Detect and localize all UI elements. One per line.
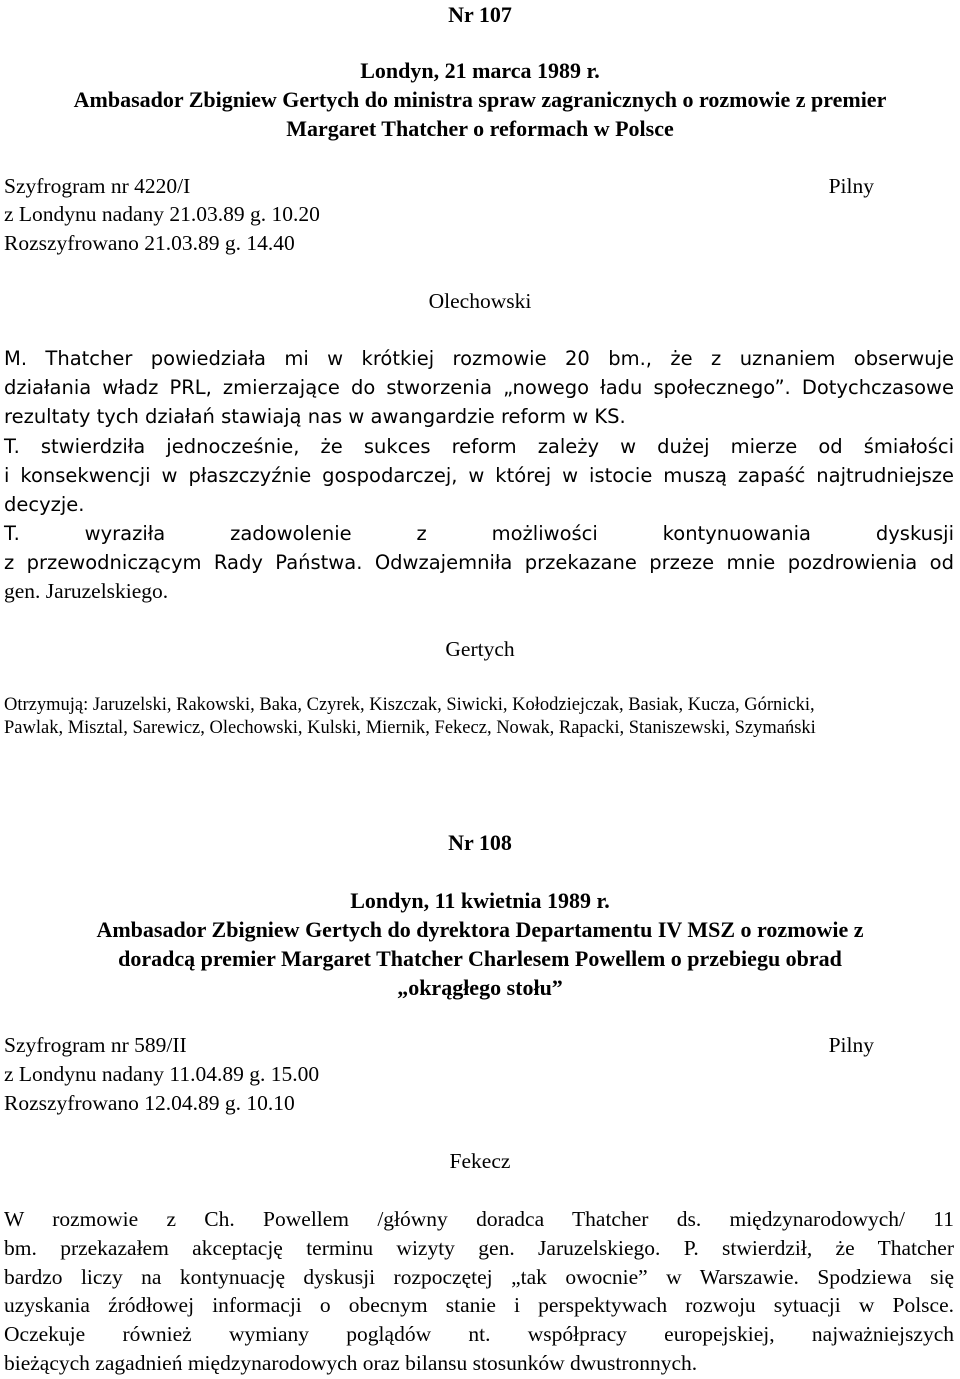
doc108-body-line-1: W rozmowie z Ch. Powellem /główny doradca Thatcher ds. międzynarodowych/ 11 xyxy=(4,1207,954,1231)
doc108-sent: z Londynu nadany 11.04.89 g. 15.00 xyxy=(4,1062,320,1086)
doc107-decrypted: Rozszyfrowano 21.03.89 g. 14.40 xyxy=(4,231,295,255)
doc107-priority: Pilny xyxy=(828,174,874,198)
doc108-number: Nr 108 xyxy=(448,830,512,855)
doc107-body-line-7: T. wyraziła zadowolenie z możliwości kontynuowania dyskusji xyxy=(4,522,954,545)
doc107-body-line-1: M. Thatcher powiedziała mi w krótkiej rozmowie 20 bm., że z uznaniem obserwuje xyxy=(4,347,954,370)
doc108-body-line-6: bieżących zagadnień międzynarodowych oraz bilansu stosunków dwustronnych. xyxy=(4,1351,698,1375)
doc108-body-line-4: uzyskania źródłowej informacji o obecnym stanie i perspektywach rozwoju sytuacji w Polsce. xyxy=(4,1293,954,1317)
doc107-body-line-2: działania władz PRL, zmierzające do stworzenia „nowego ładu społecznego”. Dotychczasowe xyxy=(4,376,954,399)
doc107-body-line-6: decyzje. xyxy=(4,493,85,516)
doc107-body-line-3: rezultaty tych działań stawiają nas w awangardzie reform w KS. xyxy=(4,405,626,428)
doc107-body-line-9: gen. Jaruzelskiego. xyxy=(4,579,169,603)
doc108-body-line-3: bardzo liczy na kontynuację dyskusji rozpoczętej „tak owocnie” w Warszawie. Spodziewa się xyxy=(4,1265,954,1289)
doc107-place-date: Londyn, 21 marca 1989 r. xyxy=(360,58,600,83)
doc108-title-line-2: doradcą premier Margaret Thatcher Charlesem Powellem o przebiegu obrad xyxy=(118,946,842,971)
doc107-body-line-5: i konsekwencji w płaszczyźnie gospodarczej, w której w istocie muszą zapaść najtrudniejsze xyxy=(4,464,954,487)
doc108-title-line-1: Ambasador Zbigniew Gertych do dyrektora Departamentu IV MSZ o rozmowie z xyxy=(96,917,864,942)
doc108-decrypted: Rozszyfrowano 12.04.89 g. 10.10 xyxy=(4,1091,295,1115)
doc108-body-line-5: Oczekuje również wymiany poglądów nt. współpracy europejskiej, najważniejszych xyxy=(4,1322,954,1346)
doc108-cipher-number: Szyfrogram nr 589/II xyxy=(4,1033,187,1057)
doc107-recipients-line-2: Pawlak, Misztal, Sarewicz, Olechowski, Kulski, Miernik, Fekecz, Nowak, Rapacki, Staniszewski, Szymański xyxy=(4,718,816,738)
doc107-signature: Gertych xyxy=(445,637,515,661)
doc107-cipher-number: Szyfrogram nr 4220/I xyxy=(4,174,191,198)
doc107-title-line-1: Ambasador Zbigniew Gertych do ministra spraw zagranicznych o rozmowie z premier xyxy=(73,87,887,112)
doc108-priority: Pilny xyxy=(828,1033,874,1057)
doc108-place-date: Londyn, 11 kwietnia 1989 r. xyxy=(350,888,610,913)
doc107-addressee: Olechowski xyxy=(428,289,532,313)
doc107-number: Nr 107 xyxy=(448,2,512,27)
doc107-sent: z Londynu nadany 21.03.89 g. 10.20 xyxy=(4,202,320,226)
doc107-recipients-line-1: Otrzymują: Jaruzelski, Rakowski, Baka, Czyrek, Kiszczak, Siwicki, Kołodziejczak, Basiak, Kucza, Górnicki, xyxy=(4,695,815,715)
doc107-body-line-4: T. stwierdziła jednocześnie, że sukces reform zależy w dużej mierze od śmiałości xyxy=(4,435,954,458)
doc108-title-line-3: „okrągłego stołu” xyxy=(397,975,563,1000)
doc108-addressee: Fekecz xyxy=(449,1149,511,1173)
doc107-body-line-8: z przewodniczącym Rady Państwa. Odwzajemniła przekazane przeze mnie pozdrowienia od xyxy=(4,551,954,574)
doc107-title-line-2: Margaret Thatcher o reformach w Polsce xyxy=(286,116,674,141)
doc108-body-line-2: bm. przekazałem akceptację terminu wizyty gen. Jaruzelskiego. P. stwierdził, że Thatcher xyxy=(4,1236,954,1260)
